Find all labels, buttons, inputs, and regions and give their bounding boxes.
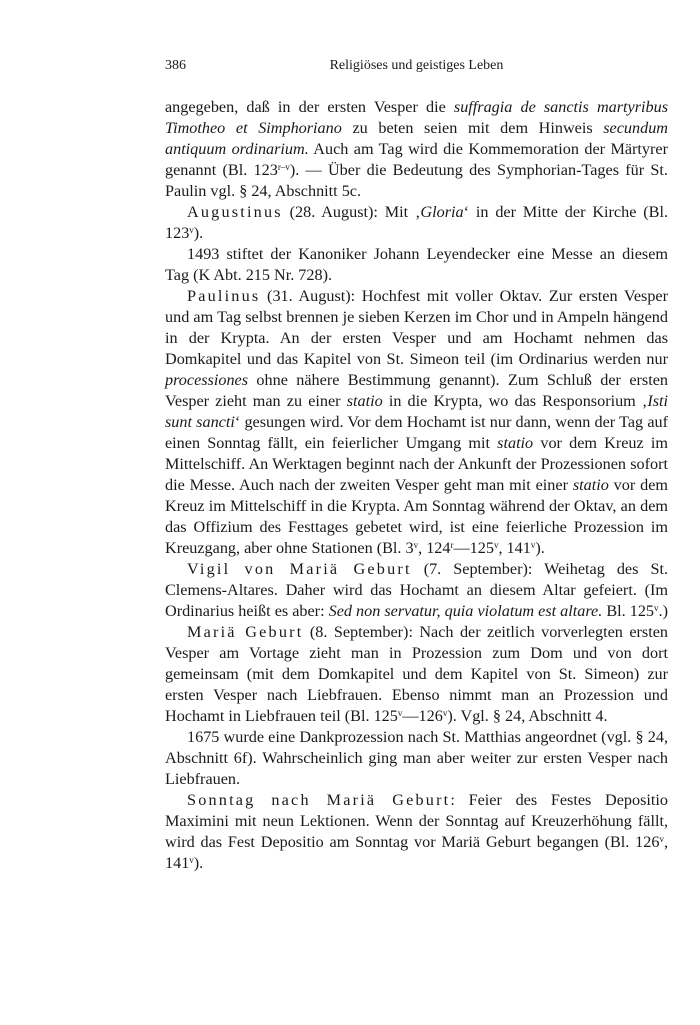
feast-name-augustinus: Augustinus [187, 203, 283, 221]
body-text [165, 97, 668, 874]
paragraph-paulinus: Paulinus (31. August): Hochfest mit voller Oktav. Zur ersten Vesper und am Tag selbst brennen je sieben Kerzen im Chor und in Ampeln hängend in der Krypta. An der ersten Vesper und am Hochamt nehmen das Domkapitel und das Kapitel von St. Simeon teil (im Ordinarius werden nur processiones ohne nähere Bestimmung genannt). Zum Schluß der ersten Vesper zieht man zu einer statio in die Krypta, wo das Responsorium ‚Isti sunt sancti‘ gesungen wird. Vor dem Hochamt ist nur dann, wenn der Tag auf einen Sonntag fällt, ein feierlicher Umgang mit statio vor dem Kreuz im Mittelschiff. An Werktagen beginnt nach der Ankunft der Prozessionen sofort die Messe. Auch nach der zweiten Vesper geht man mit einer statio vor dem Kreuz im Mittelschiff in die Krypta. Am Sonntag während der Oktav, an dem das Offizium des Festtages gebetet wird, ist eine feierliche Prozession im Kreuzgang, aber ohne Stationen (Bl. 3$^v$, 124$^r$—125$^v$, 141$^v$). [165, 287, 668, 557]
feast-name-paulinus: Paulinus [187, 287, 261, 305]
paragraph-vigil-mariae-geburt: Vigil von Mariä Geburt (7. September): Weihetag des St. Clemens-Altares. Daher wird das Hochamt an diesem Altar gefeiert. (Im Ordinarius heißt es aber: Sed non servatur, quia violatum est altare. Bl. 125$^v$.) [165, 560, 668, 620]
feast-name-sonntag: Sonntag nach Mariä Geburt [187, 791, 451, 809]
paragraph-symphorian-continued: angegeben, daß in der ersten Vesper die suffragia de sanctis martyribus Timotheo et Simphoriano zu beten seien mit dem Hinweis secundum antiquum ordinarium. Auch am Tag wird die Kommemoration der Märtyrer genannt (Bl. 123$^{r-v}$). — Über die Bedeutung des Symphorian-Tages für St. Paulin vgl. § 24, Abschnitt 5c. [165, 98, 668, 200]
paragraph-augustinus: Augustinus (28. August): Mit ‚Gloria‘ in der Mitte der Kirche (Bl. 123$^v$). [165, 203, 668, 242]
paragraph-sonntag-nach-mariae-geburt: Sonntag nach Mariä Geburt: Feier des Festes Depositio Maximini mit neun Lektionen. Wenn der Sonntag auf Kreuzerhöhung fällt, wird das Fest Depositio am Sonntag vor Mariä Geburt begangen (Bl. 126$^v$, 141$^v$). [165, 791, 668, 872]
feast-name-mariae-geburt: Mariä Geburt [187, 623, 304, 641]
page-header [165, 58, 668, 80]
paragraph-mariae-geburt: Mariä Geburt (8. September): Nach der zeitlich vorverlegten ersten Vesper am Vortage zieht man in Prozession zum Dom und von dort gemeinsam (mit dem Domkapitel und dem Kapitel von St. Simeon) zur ersten Vesper nach Liebfrauen. Ebenso nimmt man an Prozession und Hochamt in Liebfrauen teil (Bl. 125$^v$—126$^v$). Vgl. § 24, Abschnitt 4. [165, 623, 668, 725]
running-head: Religiöses und geistiges Leben [329, 58, 504, 73]
paragraph-1675-procession: 1675 wurde eine Dankprozession nach St. Matthias angeordnet (vgl. § 24, Abschnitt 6f). Wahrscheinlich ging man aber weiter zur ersten Vesper nach Liebfrauen. [165, 728, 668, 788]
feast-name-vigil: Vigil von Mariä Geburt [187, 560, 412, 578]
page-number: 386 [165, 58, 186, 73]
paragraph-1493-foundation: 1493 stiftet der Kanoniker Johann Leyendecker eine Messe an diesem Tag (K Abt. 215 Nr. 728). [165, 245, 668, 284]
